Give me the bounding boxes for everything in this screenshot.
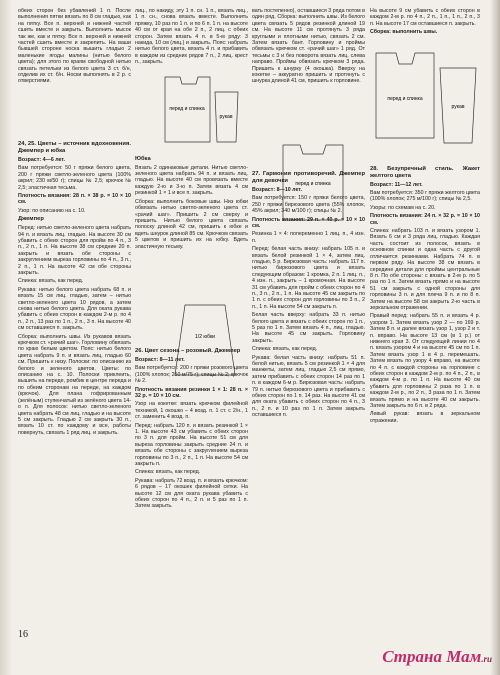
- t27-back: Спинка: вязать, как перед.: [252, 346, 318, 353]
- pattern-diagram-front-back-sleeve-27: [372, 48, 480, 166]
- t28-materials: Вам потребуется: 350 г пряжи желтого цвета (100% хлопок; 275 м/100 г); спицы № 2,5.: [370, 190, 480, 203]
- skirt-instructions: Вязать 2 одинаковые детали. Нитью светло-зеленого цвета набрать 94 п. и вязать лиц. гладью. На высоте 40 см провязать вместе каждую 2-ю и 3-ю п. Затем вязать 4 см резинкой 1 × 1 и все п. закрыть.: [135, 164, 248, 197]
- t28-right-front: Правый перед: набрать 55 п. и вязать 4 р. узором 1. Затем вязать узор 2 — по 169 р. Затем 8 п. и далее вязать узор 1, узор 2 и т. п. вправо. На высоте 13 см (в 1 р.) от нижнего края 3. От следующей линии по 4 п. вязать узором 4 и на высоте 45 см по 1 п. Затем вязать узор 1 в 4 р. перемешать. Затем вязать по узору 4 вправо, на высоте по 4 п. с каждой стороны на горловине с обеих сторон в каждом 2-м р. по 4 п., 2 п., в каждом 4-м р. по 1 п. На высоте 40 см убавить для горловины 2 раза по 1 п. в каждом 2-м р., по 2 п., 3 раза по 1 п. Затем вязать прямо и на высоте 40 см закрыть. Затем закрыть по 6 п. в 2 ряда.: [370, 313, 480, 410]
- t27-sleeves: Рукава: белая часть внизу: набрать 51 п. белой нитью, вязать 5 см резинкой 1 × 4 для манжеты, затем лиц. гладью 2,5 см прямо, затем прибавить с обеих сторон 14 раз по 1 п. в каждом 6-м р. Бирюзовая часть: набрать 79 п. нитью бирюзового цвета и прибавить с обеих сторон по 1 п. 14 раз. На высоте 41 см для оката убавить с обеих сторон по 4 п., 3 п., 2 п. и 10 раз по 1 п. Затем закрыть оставшиеся п.: [252, 354, 365, 419]
- t27-rib: Резинка 1 × 4: попеременно 1 лиц. п., 4 изн. п.: [252, 231, 365, 244]
- front-back-label: перед и спинка: [169, 106, 205, 112]
- materials: Вам потребуется: 50 г пряжи белого цвета, 200 г пряжи светло-зеленого цвета (100% акрил; 230 м/50 г); спицы № 2,5; крючок № 2,5; эластичная тесьма.: [18, 165, 131, 191]
- watermark-logo: [382, 647, 492, 667]
- watermark-domain: .ru: [481, 654, 492, 664]
- article-title-26: 26. Цвет сезона – розовый. Джемпер: [135, 347, 241, 354]
- t28-back: Спинка: набрать 103 п. и вязать узором 1. Вязать 6 см и 3 ряда лиц. гладью. Каждая часть состоит из полосок, вязать в основном спинки и одна часть с другой отличается резинками. Набрать 74 п. в первом ряду. На высоте 38 см вязать в середине детали для проймы центральные 8 п. По обе стороны: с вязать в 2-м р. по 5 раз по 1 п. Затем вязать прямо и на высоте 51 см закрыть с одной стороны для горловины 3 п. и для плеча 9 п. и по 8 п. Затем на высоте 58 см закрыть 2-ю часть в зеркальном отражении.: [370, 228, 480, 311]
- col4-intro: На высоте 9 см убавить с обеих сторон в каждом 2-м р. по 4 п., 2 п., 1 п., 1 п., 2 п., 3 п. На высоте 17 см оставшиеся п. закрыть.: [370, 8, 480, 27]
- t27-age: Возраст: 8—10 лет.: [252, 186, 302, 193]
- pattern-diagram-front-back-sleeve-24: [160, 72, 240, 152]
- col1-figure-space: [18, 87, 131, 141]
- pattern-diagram-half-skirt: [170, 300, 240, 380]
- page-number: 16: [18, 629, 28, 640]
- assembly-instructions: Сборка: выполнить швы. Из рукавов вязать крючком ст. «рачий шаг». Горловину обвязать по краю белым цветом. Пояс: нитью белого цвета набрать 9 п. и вязать лиц. гладью 60 см. Пришить к низу. Полоски: по описанию из белого и зеленого цветов. Цветы: по описанию на с. 10. Полоски приклеить, вышить на переде, ромбик в центре переда и по обеим сторонам на переде, на каждом (крючок). Для плана гофрированным (зелёным) ступенчатый из зелёного цвета 14-о п. Для полосок: нитью светло-зеленого цвета набрать 48 см лиц. гладью и на высоте 5 см закрыть. Гладью 2 см закрыть 30 п., вязать 10 ст. по каждому и все, работы повернуть, связать 1 ряд лиц. и закрыть.: [18, 333, 131, 436]
- t27-materials: Вам потребуется: 150 г пряжи белого цвета, 250 г пряжи бирюзового цвета (55% хлопок, 45% акрил; 340 м/100 г); спицы № 2.: [252, 195, 365, 215]
- col2-intro: лиц., по накиду, эту 1 п. сн. 1 п., вязать лиц., 1 п. сн., снова вязать вместе. Выполнить пряжку, 10 раз по 1 п. и по 6 п. 1 п. на высоте 40 см от края на обе 2 п., 2 лиц. с обеих сторон. Затем вязать 4 п. в 5-м ряду: 3 накида, 10 см (лиц.) и закрыть. Пояс: набрать нитью белого цвета, вязать 4 п. и прибавить в каждом из средних рядов 7 п., 2 лиц. крест п., закрыть.: [135, 8, 248, 66]
- page-binding-shadow: [0, 0, 12, 675]
- page-edge-shadow: [490, 0, 500, 675]
- watermark-name: Страна Мам: [382, 647, 482, 666]
- sleeve-label: рукав: [219, 114, 233, 120]
- sleeve-instructions: Рукава: нитью белого цвета набрать 68 п. и вязать 15 см лиц. гладью, затем – нитью светло-зеленого цвета 10 рядов, а затем снова нитью белого цвета. Для оката рукава убавить с обеих сторон в каждом 2-м р. по 4 п., 2 п., 13 раз по 1 п., 2 п., 3 п. На высоте 40 см оставшиеся п. закрыть.: [18, 286, 131, 332]
- t28-density: Плотность вязания: 24 п. × 32 р. = 10 × 10 см.: [370, 213, 480, 226]
- article-title-28: 28. Безупречный стиль. Жакет желтого цвета: [370, 165, 480, 179]
- text-column-1: [18, 8, 131, 626]
- t27-white-upper: Белая часть вверху: набрать 33 п. нитью белого цвета и вязать с обеих сторон по 1 п., 5 раз по 1 п. Затем вязать 4 п., лиц. гладью. На высоте 45 см закрыть. Горловину закрыть.: [252, 312, 365, 344]
- t27-front-lower: Перед: белая часть внизу: набрать 105 п. и вязать белой резинкой 1 × 4, затем лиц. гладью, 5 р. Бирюзовая часть: набрать 117 п. нитью бирюзового цвета и вязать следующим образом: 1 кромка, 2 п. 1 лиц. п., 4 изн. п., закрыть – 1 кромочная. На высоте 31 см убавить для пройм с обеих сторон по 4 п., 3 п., 2 п., 1 п. На высоте 45 см закрыть по 1 п. с обеих сторон для горловины по 3 п., 2 п., 1 п. На высоте 54 см закрыть п.: [252, 246, 365, 310]
- t26-age: Возраст: 8—11 лет.: [135, 356, 185, 363]
- col1-intro: обеих сторон без убавлений 1 п. После выполнения пятки вязать по 8 см гладью, как на пятку. Все п. верхней и нижней частей сшить вместе и закрыть. Выполнить мысок так же, как и пятку. Все п. верхней и нижней частей сшить вместе и закрепить. На ваши бывшей стороне носка вышить гладью 2 маленькие ягоды малины (нитью белого цвета); для этого по краям свободной нитью связать петельки из белого цвета 3 ст. б/н, отделив их ст. б/н. Носки выполнять в 2 р. с отверстиями.: [18, 8, 131, 85]
- density: Плотность вязания: 28 п. × 38 р. = 10 × 10 см.: [18, 192, 131, 206]
- t28-left-front: Левый рукав: вязать в зеркальном отражении.: [370, 411, 480, 424]
- half-skirt-label: 1/2 юбки: [195, 334, 215, 340]
- t28-age: Возраст: 11—12 лет.: [370, 181, 423, 188]
- col3-intro: вать постепенно), оставшиеся 3 ряда потом в один ряд. Сборка: выполнить швы. Из белого цвета связать 5 рядов резинкой длиной 19 см. На высоте 11 см протянуть 3 ряда круглыми и плотными нитью, связать 2 см. Затем вязать бант. Горловину и проймы обвязать крючком ст. «рачий шаг» 1 ряд. От тесьмы с 3 и без поворота вязать лиц. слева направо. Проймы обвязать крючком 3 ряда. Пришить к шнурку (4 окошка). Вверху на кокетке – аккуратно пришить и протянуть с шнурка длиной 41 см, пришить к горловине.: [252, 8, 365, 85]
- t26-front: Перед: набрать 120 п. и вязать резинкой 1 × 1. На высоте 43 см убавить с обеих сторон по 3 п. для пройм. На высоте 51 см для выреза горловины закрыть средние 24 п. и вязать обе стороны с закруглением выреза горловины по 3 п., 2 п., 1 п. На высоте 54 см закрыть п.: [135, 422, 248, 468]
- t26-back: Спинка: вязать, как перед.: [135, 469, 201, 476]
- front-instructions: Перед: нитью светло-зеленого цвета набрать 94 п. и вязать лиц. гладью. На высоте 30 см убавить с обеих сторон для пройм по 4 п., 3 п., 2 п., 1 п. На высоте 38 см средние 20 п. закрыть и вязать обе стороны с закруглением выреза горловины по 4 п., 3 п., 2 п., 1 п. На высоте 42 см обе стороны закрыть.: [18, 225, 131, 276]
- front-back-label-26: перед и спинка: [295, 181, 331, 187]
- back-instructions: Спинка: вязать, как перед.: [18, 278, 84, 285]
- sleeve-label-27: рукав: [451, 104, 465, 110]
- t26-pattern: Узор на кокетке: вязать крючком филейной техникой, 1 окошко – 4 возд. п. 1 ст. с 2/н., 1 ст. заменить 4 возд. п.: [135, 401, 248, 421]
- pattern-diagram-front-back-26: [278, 140, 348, 224]
- front-back-label-27: перед и спинка: [387, 96, 423, 102]
- article-title-24-25: 24, 25. Цветы – источник вдохновения. Джемпер и юбка: [18, 140, 131, 154]
- t26-materials: Вам потребуется: 200 г пряжи розового цвета (100% хлопок; 250 м/75 г); спицы № 2; крючок № 2.: [135, 365, 248, 385]
- t27-density: Плотность вязания: 29 п. × 40 р. = 10 × 10 см.: [252, 216, 365, 229]
- skirt-assembly: Сборка: выполнить боковые швы. Низ юбки обвязать нитью светло-зеленого цвета ст. «рачий шаг». Пришить 2 см сверху и пришить. Нитью белого цвета связать полоску длиной 42 см, пришить к юбке и вдеть шнурок длиной 85 см. Крючком связать 5 цветов и пришить их на юбку. Вдеть эластичную тесьму.: [135, 198, 248, 250]
- t26-sleeves: Рукава: набрать 72 возд. п. и вязать крючком: 6 рядов – 17 окошек филейной сетки. На высоте 12 см для оката рукава убавить с обеих сторон по 4 п., 2 п. и 5 раз по 1 п. Затем закрыть.: [135, 477, 248, 510]
- skirt-title: Юбка: [135, 155, 151, 162]
- col4-assembly: Сборка: выполнить швы.: [370, 29, 438, 36]
- t26-density: Плотность вязания резинки 1 × 1: 28 п. × 32 р. = 10 × 10 см.: [135, 386, 248, 399]
- article-title-27: 27. Гармония противоречий. Джемпер для девочки: [252, 170, 365, 184]
- pattern: Узор: по описанию на с. 10.: [18, 207, 86, 214]
- age-line: Возраст: 4—6 лет.: [18, 156, 66, 163]
- text-column-3: [252, 8, 365, 626]
- subtitle-jumper: Джемпер: [18, 216, 44, 223]
- t28-pattern: Узоры: по схемам на с. 20.: [370, 204, 436, 211]
